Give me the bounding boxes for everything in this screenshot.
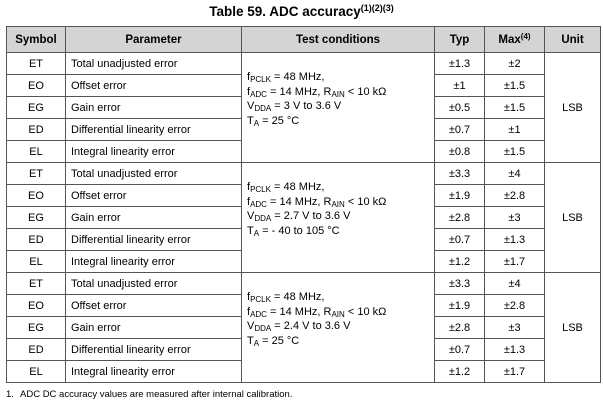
- cell-parameter: Gain error: [66, 317, 242, 339]
- condition-fpclk: [247, 290, 434, 305]
- cell-typ: ±1.2: [435, 361, 485, 383]
- cell-typ: ±0.7: [435, 229, 485, 251]
- cell-unit: LSB: [545, 163, 601, 273]
- cell-symbol: ED: [7, 339, 66, 361]
- condition-rain-sub: AIN: [331, 89, 345, 99]
- cell-symbol: ET: [7, 53, 66, 75]
- condition-fpclk-sub: PCLK: [250, 185, 271, 194]
- cell-parameter: Offset error: [66, 295, 242, 317]
- header-conditions: Test conditions: [242, 27, 435, 53]
- condition-fadc-mid: = 14 MHz, R: [266, 305, 332, 318]
- condition-fadc-rest: < 10 kΩ: [344, 195, 387, 208]
- condition-fadc-sub: ADC: [250, 199, 267, 209]
- condition-fadc-sub: ADC: [250, 309, 267, 319]
- cell-typ: ±0.5: [435, 97, 485, 119]
- cell-symbol: ET: [7, 273, 66, 295]
- condition-fpclk-rest: = 48 MHz,: [270, 71, 325, 83]
- condition-fadc-mid: = 14 MHz, R: [266, 195, 332, 208]
- cell-max: ±1.3: [485, 229, 545, 251]
- footnote: [6, 389, 292, 401]
- cell-symbol: EG: [7, 317, 66, 339]
- cell-parameter: Gain error: [66, 207, 242, 229]
- cell-typ: ±2.8: [435, 207, 485, 229]
- condition-fadc-mid: = 14 MHz, R: [266, 85, 332, 98]
- table-row: [7, 53, 601, 75]
- cell-symbol: ED: [7, 119, 66, 141]
- condition-fpclk: [247, 180, 434, 195]
- cell-max: ±1: [485, 119, 545, 141]
- cell-symbol: EO: [7, 185, 66, 207]
- condition-ta-sub: A: [253, 228, 260, 238]
- cell-symbol: ET: [7, 163, 66, 185]
- condition-ta-sym: T: [247, 334, 254, 347]
- condition-ta: [247, 224, 434, 239]
- cell-max: ±4: [485, 163, 545, 185]
- table-title-text: Table 59. ADC accuracy: [209, 4, 361, 19]
- cell-symbol: EG: [7, 97, 66, 119]
- condition-fadc-sym: f: [247, 85, 251, 98]
- cell-max: ±1.5: [485, 75, 545, 97]
- cell-max: ±2: [485, 53, 545, 75]
- condition-rain-sub: AIN: [331, 199, 345, 209]
- condition-vdda: [247, 319, 434, 334]
- cell-typ: ±1.9: [435, 295, 485, 317]
- header-typ: Typ: [435, 27, 485, 53]
- header-unit: Unit: [545, 27, 601, 53]
- condition-ta: [247, 114, 434, 129]
- condition-fadc-rest: < 10 kΩ: [344, 85, 387, 98]
- header-row: [7, 27, 601, 53]
- cell-parameter: Integral linearity error: [66, 251, 242, 273]
- condition-fpclk-sym: f: [247, 181, 251, 193]
- condition-vdda-sym: V: [247, 320, 255, 332]
- cell-typ: ±3.3: [435, 163, 485, 185]
- condition-fadc-sym: f: [247, 305, 251, 318]
- footnote-text: ADC DC accuracy values are measured after internal calibration.: [20, 389, 293, 400]
- condition-fpclk-sub: PCLK: [250, 75, 271, 84]
- cell-typ: ±0.7: [435, 339, 485, 361]
- table-row: [7, 163, 601, 185]
- condition-ta: [247, 334, 434, 349]
- condition-ta-rest: = 25 °C: [259, 334, 300, 347]
- cell-unit: LSB: [545, 53, 601, 163]
- cell-typ: ±1: [435, 75, 485, 97]
- condition-fadc-sub: ADC: [250, 89, 267, 99]
- table-row: [7, 273, 601, 295]
- header-max-note: (4): [520, 31, 531, 41]
- condition-fpclk-sub: PCLK: [250, 295, 271, 304]
- condition-fpclk-rest: = 48 MHz,: [270, 181, 325, 193]
- condition-rain-sub: AIN: [331, 309, 345, 319]
- condition-vdda-sym: V: [247, 100, 255, 112]
- cell-max: ±1.7: [485, 361, 545, 383]
- cell-max: ±1.5: [485, 141, 545, 163]
- header-parameter: Parameter: [66, 27, 242, 53]
- adc-accuracy-table: [6, 26, 601, 383]
- condition-vdda-sub: DDA: [254, 104, 272, 113]
- table-title: [0, 3, 603, 21]
- condition-fadc-sym: f: [247, 195, 251, 208]
- condition-ta-rest: = 25 °C: [259, 114, 300, 127]
- cell-symbol: EO: [7, 75, 66, 97]
- cell-parameter: Integral linearity error: [66, 141, 242, 163]
- cell-max: ±2.8: [485, 295, 545, 317]
- cell-parameter: Gain error: [66, 97, 242, 119]
- cell-max: ±1.3: [485, 339, 545, 361]
- header-symbol: Symbol: [7, 27, 66, 53]
- condition-fadc-rest: < 10 kΩ: [344, 305, 387, 318]
- cell-typ: ±0.8: [435, 141, 485, 163]
- cell-test-conditions: [242, 163, 435, 273]
- condition-ta-sub: A: [253, 338, 260, 348]
- cell-max: ±2.8: [485, 185, 545, 207]
- header-max: [485, 27, 545, 53]
- cell-max: ±3: [485, 317, 545, 339]
- cell-parameter: Differential linearity error: [66, 119, 242, 141]
- cell-max: ±3: [485, 207, 545, 229]
- cell-symbol: ED: [7, 229, 66, 251]
- cell-parameter: Offset error: [66, 185, 242, 207]
- condition-fpclk-sym: f: [247, 71, 251, 83]
- cell-max: ±1.5: [485, 97, 545, 119]
- cell-parameter: Total unadjusted error: [66, 53, 242, 75]
- condition-ta-sym: T: [247, 114, 254, 127]
- cell-unit: LSB: [545, 273, 601, 383]
- cell-parameter: Total unadjusted error: [66, 163, 242, 185]
- condition-ta-rest: = - 40 to 105 °C: [259, 224, 340, 237]
- cell-test-conditions: [242, 273, 435, 383]
- cell-parameter: Offset error: [66, 75, 242, 97]
- cell-parameter: Differential linearity error: [66, 229, 242, 251]
- footnote-number: 1.: [6, 389, 14, 400]
- condition-fadc: [247, 195, 434, 210]
- table-body: [7, 53, 601, 383]
- cell-typ: ±1.2: [435, 251, 485, 273]
- condition-vdda-rest: = 3 V to 3.6 V: [271, 100, 342, 112]
- condition-vdda-rest: = 2.4 V to 3.6 V: [271, 320, 351, 332]
- condition-fadc: [247, 85, 434, 100]
- header-max-label: Max: [498, 33, 521, 46]
- cell-typ: ±3.3: [435, 273, 485, 295]
- cell-typ: ±1.9: [435, 185, 485, 207]
- cell-symbol: EG: [7, 207, 66, 229]
- condition-vdda-rest: = 2.7 V to 3.6 V: [271, 210, 351, 222]
- condition-fadc: [247, 305, 434, 320]
- cell-parameter: Differential linearity error: [66, 339, 242, 361]
- condition-vdda-sym: V: [247, 210, 255, 222]
- cell-typ: ±0.7: [435, 119, 485, 141]
- cell-symbol: EO: [7, 295, 66, 317]
- cell-parameter: Total unadjusted error: [66, 273, 242, 295]
- cell-max: ±1.7: [485, 251, 545, 273]
- cell-typ: ±2.8: [435, 317, 485, 339]
- condition-vdda-sub: DDA: [254, 214, 272, 223]
- cell-symbol: EL: [7, 141, 66, 163]
- condition-fpclk-sym: f: [247, 291, 251, 303]
- cell-symbol: EL: [7, 361, 66, 383]
- condition-vdda: [247, 99, 434, 114]
- condition-fpclk: [247, 70, 434, 85]
- condition-ta-sub: A: [253, 118, 260, 128]
- condition-vdda-sub: DDA: [254, 324, 272, 333]
- condition-ta-sym: T: [247, 224, 254, 237]
- cell-parameter: Integral linearity error: [66, 361, 242, 383]
- table-title-notes: (1)(2)(3): [360, 3, 394, 13]
- cell-symbol: EL: [7, 251, 66, 273]
- cell-typ: ±1.3: [435, 53, 485, 75]
- cell-max: ±4: [485, 273, 545, 295]
- cell-test-conditions: [242, 53, 435, 163]
- condition-vdda: [247, 209, 434, 224]
- condition-fpclk-rest: = 48 MHz,: [270, 291, 325, 303]
